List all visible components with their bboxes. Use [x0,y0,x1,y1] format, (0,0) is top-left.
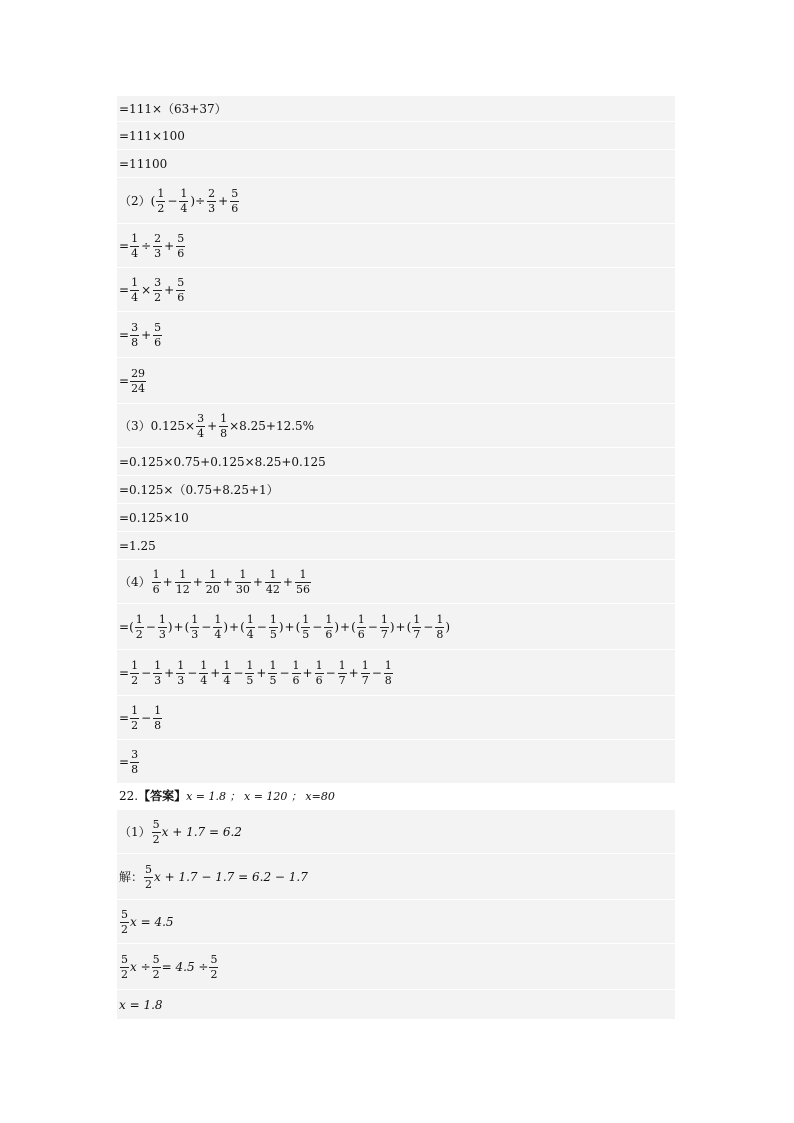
fraction [153,322,162,348]
fraction [222,660,231,686]
denominator: 6 [152,582,160,596]
denominator: 6 [325,627,333,641]
numerator: 1 [131,658,139,672]
math-text: + [252,575,263,589]
fraction [130,660,139,686]
math-text: （1） [119,825,151,839]
fraction [268,660,277,686]
denominator: 2 [121,967,128,981]
math-text: ÷ [141,239,152,253]
step-line [117,224,675,268]
math-text: =0.125×（0.75+8.25+1） [119,483,279,497]
math-text: ( [129,620,134,634]
step-line [117,604,675,650]
denominator: 20 [205,582,220,596]
fraction [265,569,281,595]
fraction [158,614,167,640]
fraction [176,660,185,686]
problem-3 [117,404,675,448]
math-text: 【答案】 [138,789,187,803]
step-line-content [119,740,140,784]
step-line [117,740,675,784]
denominator: 6 [154,335,162,349]
math-text: − [325,666,336,680]
math-text: ( [184,620,190,634]
fraction [176,233,185,259]
math-text: − [371,666,382,680]
step-line [117,476,675,504]
denominator: 6 [315,673,323,687]
step-line-content [119,696,163,740]
math-text: ) [334,620,339,634]
numerator: 1 [131,275,139,289]
math-text: = [119,620,130,634]
fraction [130,705,139,731]
denominator: 3 [191,627,199,641]
math-text: + [340,620,351,634]
math-text: × [141,283,152,297]
step-line-content [119,532,156,560]
fraction [176,277,185,303]
math-text: + [348,666,359,680]
numerator: 5 [154,320,162,334]
fraction [235,569,251,595]
math-text: 22. [119,789,139,803]
numerator: 1 [246,658,254,672]
fraction [246,614,255,640]
fraction [315,660,324,686]
math-text: − [145,620,156,634]
numerator: 5 [177,231,185,245]
numerator: 1 [220,411,228,425]
step-line-content [119,224,186,268]
denominator: 4 [197,426,205,440]
step-line-content [119,312,163,358]
fraction [199,660,208,686]
math-text: ( [150,194,156,208]
fraction [292,660,301,686]
numerator: 3 [197,411,205,425]
step-line [117,696,675,740]
fraction [324,614,333,640]
math-text: − [141,711,152,725]
numerator: 1 [180,186,188,200]
math-text: ) [389,620,395,634]
math-text: =111×（63+37） [119,102,227,116]
denominator: 4 [131,246,139,260]
fraction [219,413,228,439]
denominator: 5 [302,627,310,641]
step-line-content [119,122,185,150]
math-text: + [284,620,295,634]
numerator: 2 [208,186,216,200]
fraction [179,188,188,214]
math-text: + [210,666,221,680]
numerator: 29 [131,366,146,380]
math-text: + [173,620,184,634]
denominator: 2 [121,922,128,936]
math-text: + [222,575,233,589]
math-text: =0.125×0.75+0.125×8.25+0.125 [119,455,326,469]
step-line [117,532,675,560]
math-text: （4） [119,575,151,589]
numerator: 1 [269,567,277,581]
fraction [190,614,199,640]
numerator: 1 [209,567,217,581]
math-text: = [119,283,130,297]
math-text: ) [445,620,450,634]
fraction [230,188,239,214]
denominator: 4 [246,627,254,641]
numerator: 1 [269,658,277,672]
numerator: 1 [131,703,139,717]
fraction [144,864,153,890]
step-line [117,96,675,122]
numerator: 3 [131,747,139,761]
problem-2 [117,178,675,224]
denominator: 8 [436,627,444,641]
denominator: 7 [338,673,346,687]
step-line-content [119,358,147,404]
denominator: 7 [361,673,369,687]
numerator: 1 [384,658,392,672]
denominator: 30 [235,582,250,596]
numerator: 2 [154,231,162,245]
numerator: 1 [269,612,277,626]
step-line-content [119,476,279,504]
numerator: 1 [223,658,231,672]
step-line [117,448,675,476]
fraction [120,954,129,980]
math-text: = [119,328,130,342]
numerator: 1 [239,567,247,581]
math-text: （2） [119,194,151,208]
denominator: 4 [223,673,231,687]
numerator: 1 [292,658,300,672]
math-text: + [162,575,173,589]
denominator: 2 [152,832,160,846]
math-text: = [119,239,130,253]
math-text: + [282,575,293,589]
math-text: )÷ [190,194,206,208]
fraction [295,569,311,595]
numerator: 5 [152,817,160,831]
denominator: 3 [154,673,162,687]
fraction [130,322,139,348]
denominator: 56 [295,582,310,596]
fraction [384,660,393,686]
math-text: 0.125× [150,419,196,433]
math-text: = [119,711,130,725]
numerator: 1 [413,612,421,626]
numerator: 1 [214,612,222,626]
denominator: 7 [413,627,421,641]
math-text: + [192,575,203,589]
fraction [130,749,139,775]
denominator: 2 [152,967,160,981]
denominator: 2 [131,673,139,687]
numerator: 1 [191,612,199,626]
fraction [207,188,216,214]
numerator: 1 [158,612,166,626]
step-line-content [119,448,326,476]
math-text: + [395,620,406,634]
math-text: + [218,194,229,208]
numerator: 5 [152,952,160,966]
fraction [152,819,161,845]
denominator: 3 [208,201,216,215]
denominator: 6 [177,290,185,304]
denominator: 3 [158,627,166,641]
q22-solution-content [119,854,308,900]
step-line [117,312,675,358]
numerator: 1 [338,658,346,672]
numerator: 5 [177,275,185,289]
fraction [130,368,146,394]
fraction [357,614,366,640]
math-text: − [233,666,244,680]
math-text: ) [167,620,173,634]
step-line-content [119,96,227,122]
denominator: 8 [131,762,139,776]
denominator: 12 [175,582,190,596]
math-text: = 4.5 ÷ [161,960,209,974]
math-text: ( [351,620,356,634]
denominator: 2 [210,967,218,981]
fraction [412,614,421,640]
fraction [213,614,222,640]
math-text: =1.25 [119,539,156,553]
numerator: 1 [131,231,139,245]
numerator: 1 [302,612,310,626]
fraction [269,614,278,640]
fraction [380,614,389,640]
denominator: 6 [177,246,185,260]
problem-4 [117,560,675,604]
step-line [117,358,675,404]
step-line-content [119,650,394,696]
numerator: 5 [145,862,153,876]
denominator: 8 [384,673,392,687]
step-line [117,150,675,178]
math-text: + [141,328,152,342]
denominator: 5 [269,673,277,687]
math-text: + [229,620,240,634]
numerator: 5 [121,952,128,966]
fraction [196,413,205,439]
denominator: 5 [269,627,277,641]
numerator: 1 [246,612,254,626]
math-text: ) [278,620,284,634]
denominator: 5 [246,673,254,687]
math-text: ( [295,620,301,634]
question-22-header-content [119,784,335,808]
denominator: 4 [200,673,208,687]
numerator: 1 [357,612,365,626]
denominator: 8 [154,718,162,732]
denominator: 42 [265,582,280,596]
math-text: x + 1.7 − 1.7 = 6.2 − 1.7 [154,870,308,884]
q22-step-content [119,990,163,1020]
numerator: 1 [152,567,160,581]
numerator: 1 [315,658,323,672]
math-text: ) [223,620,228,634]
numerator: 1 [154,658,162,672]
step-line-content [119,604,450,650]
q22-equation-content [119,810,242,854]
fraction [130,233,139,259]
denominator: 4 [131,290,139,304]
fraction [152,954,161,980]
fraction [209,954,218,980]
denominator: 4 [180,201,188,215]
step-line [117,650,675,696]
numerator: 1 [200,658,208,672]
math-text: − [279,666,290,680]
denominator: 8 [131,335,139,349]
denominator: 6 [357,627,365,641]
q22-step-content [119,944,219,990]
math-text: + [164,239,175,253]
denominator: 3 [154,246,162,260]
numerator: 1 [299,567,307,581]
step-line [117,504,675,532]
problem-4-content [119,560,312,604]
fraction [120,909,129,935]
denominator: 6 [231,201,239,215]
q22-solution [117,854,675,900]
step-line-content [119,268,186,312]
fraction [156,188,165,214]
numerator: 5 [121,907,128,921]
fraction [135,614,144,640]
math-text: − [167,194,178,208]
math-text: + [164,283,175,297]
denominator: 7 [380,627,388,641]
question-22-header [117,784,675,808]
denominator: 4 [214,627,222,641]
numerator: 1 [154,703,162,717]
math-text: − [201,620,212,634]
numerator: 1 [325,612,333,626]
math-text: 解： [119,870,144,884]
math-text: x = 1.8 [119,998,163,1012]
math-text: ×8.25+12.5% [229,419,315,433]
math-text: + [302,666,313,680]
math-text: − [423,620,434,634]
numerator: 1 [135,612,143,626]
math-text: = [119,374,130,388]
numerator: 1 [380,612,388,626]
numerator: 1 [361,658,369,672]
fraction [153,277,162,303]
fraction [175,569,191,595]
denominator: 24 [131,381,146,395]
fraction [153,705,162,731]
step-line [117,268,675,312]
math-text: =0.125×10 [119,511,189,525]
numerator: 5 [210,952,218,966]
numerator: 1 [157,186,165,200]
fraction [338,660,347,686]
q22-step [117,990,675,1020]
math-text: = [119,755,130,769]
math-text: − [187,666,198,680]
q22-step [117,944,675,990]
numerator: 1 [436,612,444,626]
denominator: 6 [292,673,300,687]
fraction [361,660,370,686]
fraction [205,569,221,595]
math-text: （3） [119,419,151,433]
fraction [245,660,254,686]
problem-2-content [119,178,240,224]
step-line-content [119,504,189,532]
math-text: =11100 [119,157,168,171]
q22-step-content [119,900,174,944]
math-text: + [207,419,218,433]
fraction [153,233,162,259]
q22-equation [117,810,675,854]
math-text: + [256,666,267,680]
math-text: − [367,620,378,634]
math-text: ( [406,620,412,634]
denominator: 8 [220,426,228,440]
math-text: x ÷ [130,960,151,974]
problem-3-content [119,404,314,448]
fraction [152,569,161,595]
math-text: x = 4.5 [130,915,174,929]
math-text: x + 1.7 = 6.2 [161,825,242,839]
fraction [435,614,444,640]
numerator: 5 [231,186,239,200]
step-line-content [119,150,167,178]
math-text: − [312,620,323,634]
denominator: 2 [135,627,143,641]
fraction [153,660,162,686]
math-text: = [119,666,130,680]
step-line [117,122,675,150]
fraction [130,277,139,303]
numerator: 3 [131,320,139,334]
numerator: 1 [177,658,185,672]
denominator: 2 [154,290,162,304]
numerator: 1 [179,567,187,581]
denominator: 2 [157,201,165,215]
q22-step [117,900,675,944]
numerator: 3 [154,275,162,289]
math-text: + [164,666,175,680]
math-text: x = 1.8 ； x = 120 ； x=80 [186,789,335,803]
denominator: 2 [131,718,139,732]
denominator: 3 [177,673,185,687]
denominator: 2 [145,877,153,891]
fraction [301,614,310,640]
math-text: − [141,666,152,680]
math-text: ( [240,620,245,634]
math-text: − [256,620,267,634]
math-text: =111×100 [119,129,185,143]
